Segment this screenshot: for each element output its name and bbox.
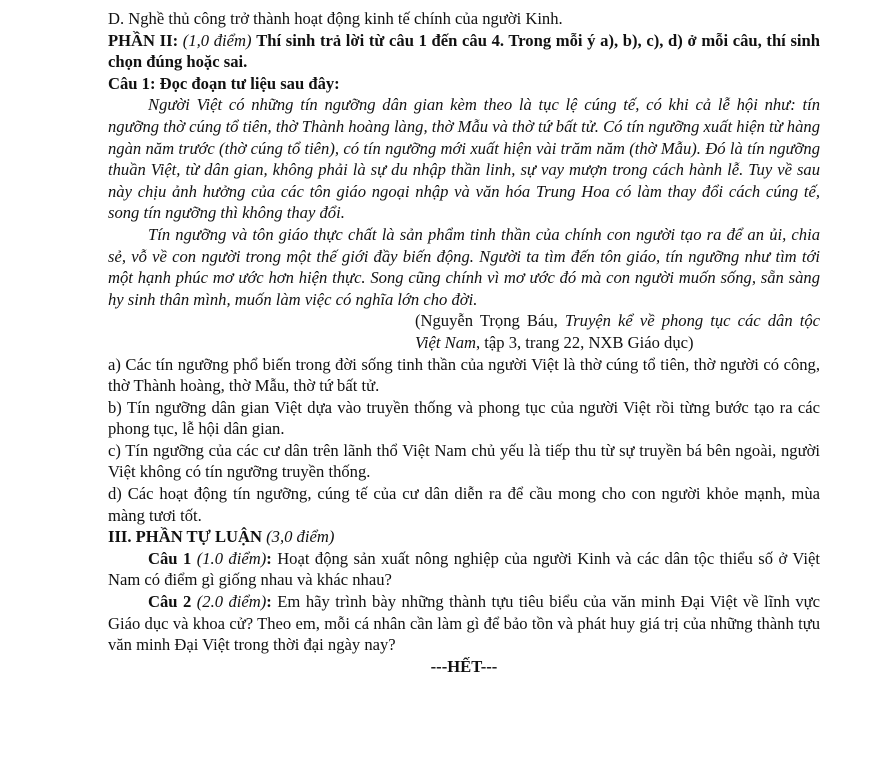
essay-2-colon: : — [266, 592, 272, 612]
passage-citation — [415, 310, 820, 353]
essay-2-label: Câu 2 — [148, 592, 192, 612]
essay-question-2 — [108, 591, 820, 656]
end-mark: ---HẾT--- — [430, 656, 498, 676]
part-3-points: (3,0 điểm) — [266, 527, 335, 547]
part-2-header — [108, 30, 820, 73]
essay-1-colon: : — [266, 548, 272, 568]
essay-1-points: (1.0 điểm) — [196, 548, 267, 568]
passage-paragraph-2: Tín ngưỡng và tôn giáo thực chất là sản phẩm tinh thần của chính con người tạo ra để an ủi, chia sẻ, vỗ về con người trong một thế giới đầy biến động. Người ta tìm đến tôn giáo, tín ngưỡng như tìm tới một hạnh phúc mơ ước hơn hiện thực. Song cũng chính vì mơ ước đó mà con người muốn sống, sẵn sàng hy sinh thân mình, muốn làm việc có nghĩa lớn cho đời. — [108, 224, 820, 309]
statement-b: b) Tín ngưỡng dân gian Việt dựa vào truyền thống và phong tục của người Việt rồi từng bước tạo ra các phong tục, lễ hội dân gian. — [108, 397, 820, 439]
essay-2-text: Em hãy trình bày những thành tựu tiêu biểu của văn minh Đại Việt về lĩnh vực Giáo dục và khoa cử? Theo em, mỗi cá nhân cần làm gì để bảo tồn và phát huy giá trị của những thành tựu văn minh Đại Việt trong thời đại ngày nay? — [108, 592, 820, 655]
part-2-label: PHẦN II: — [108, 30, 179, 50]
citation-author: (Nguyễn Trọng Báu, — [415, 311, 565, 331]
part-2-instruction: Thí sinh trả lời từ câu 1 đến câu 4. Trong mỗi ý a), b), c), d) ở mỗi câu, thí sinh chọn đúng hoặc sai. — [108, 30, 820, 72]
part-3-label: III. PHẦN TỰ LUẬN — [108, 527, 262, 547]
question-1-title: Câu 1: Đọc đoạn tư liệu sau đây: — [108, 73, 340, 93]
exam-page — [108, 8, 820, 677]
citation-book-title: Truyện kể về phong tục các dân tộc Việt Nam — [415, 311, 820, 352]
essay-1-text: Hoạt động sản xuất nông nghiệp của người Kinh và các dân tộc thiểu số ở Việt Nam có điểm gì giống nhau và khác nhau? — [108, 548, 820, 590]
essay-question-1 — [108, 548, 820, 591]
part-3-header — [108, 526, 820, 548]
statement-d: d) Các hoạt động tín ngưỡng, cúng tế của cư dân diễn ra để cầu mong cho con người khỏe mạnh, mùa màng tươi tốt. — [108, 484, 820, 525]
part-2-points: (1,0 điểm) — [182, 30, 252, 50]
passage-paragraph-1: Người Việt có những tín ngưỡng dân gian kèm theo là tục lệ cúng tế, có khi cả lễ hội như: tín ngưỡng thờ cúng tổ tiên, thờ Thành hoàng làng, thờ Mẫu và thờ tứ bất tử. Có tín ngưỡng xuất hiện từ hàng ngàn năm trước (thờ cúng tổ tiên), có tín ngưỡng mới xuất hiện vài trăm năm (thờ Mẫu). Đó là tín ngưỡng thuần Việt, từ dân gian, không phải là sự du nhập thần linh, sự vay mượn trong cách hành lễ. Tuy về sau này chịu ảnh hưởng của các tôn giáo ngoại nhập và văn hóa Trung Hoa có làm thay đổi cách cúng tế, song tín ngưỡng thì không thay đổi. — [108, 95, 820, 223]
option-d-previous-question: D. Nghề thủ công trở thành hoạt động kinh tế chính của người Kinh. — [108, 9, 563, 28]
essay-2-points: (2.0 điểm) — [196, 592, 267, 612]
citation-details: , tập 3, trang 22, NXB Giáo dục) — [476, 332, 694, 352]
essay-1-label: Câu 1 — [148, 548, 192, 568]
statement-a: a) Các tín ngưỡng phổ biến trong đời sống tinh thần của người Việt là thờ cúng tổ tiên, thờ người có công, thờ Thành hoàng, thờ Mẫu, thờ tứ bất tử. — [108, 354, 820, 396]
statement-c: c) Tín ngưỡng của các cư dân trên lãnh thổ Việt Nam chủ yếu là tiếp thu từ sự truyền bá bên ngoài, người Việt không có tín ngưỡng truyền thống. — [108, 440, 820, 482]
